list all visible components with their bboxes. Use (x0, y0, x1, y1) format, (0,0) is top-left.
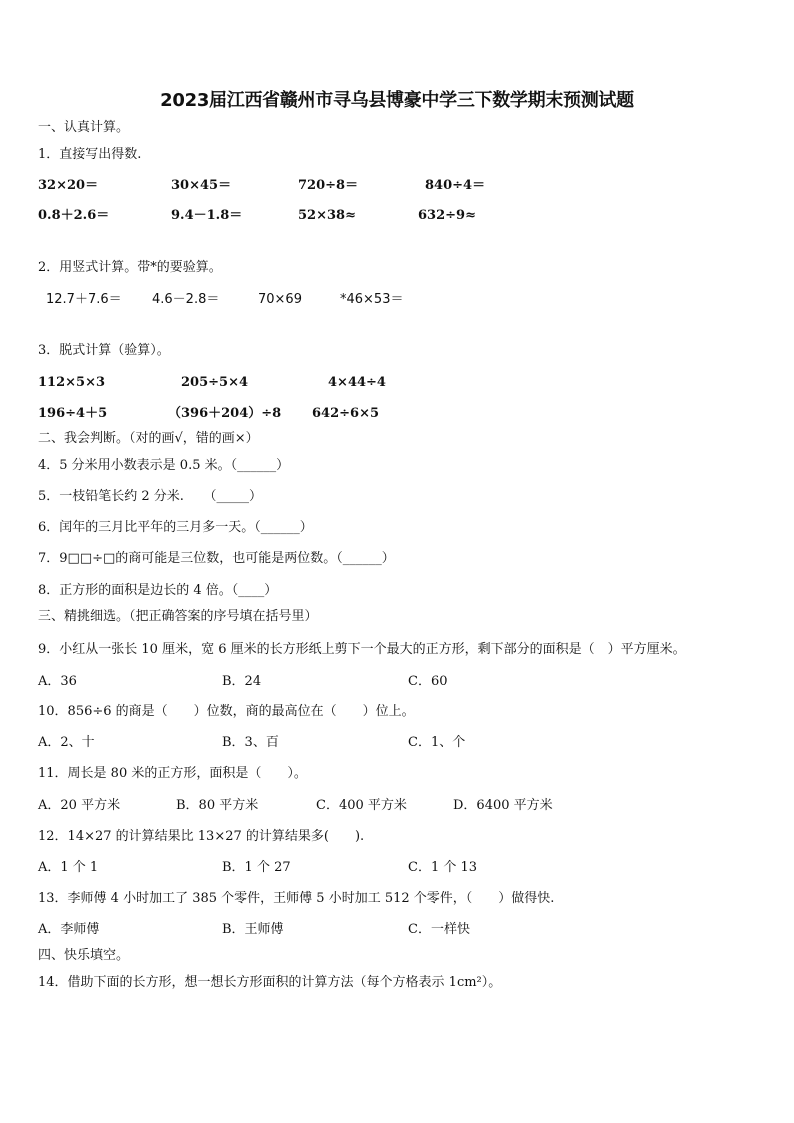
calc-item: 4×44÷4 (328, 375, 386, 390)
option-a: A．2、十 (38, 735, 95, 750)
calc-item: 642÷6×5 (312, 406, 380, 421)
question-13-options (0, 921, 794, 939)
judge-item: 8．正方形的面积是边长的 4 倍。（____） (38, 583, 278, 598)
question-12-options (0, 859, 794, 877)
calc-item: 112×5×3 (38, 375, 106, 390)
option-a: A．李师傅 (38, 922, 100, 937)
question-9-options (0, 673, 794, 691)
question-1-row-2 (0, 207, 794, 225)
option-c: C．1、个 (408, 735, 466, 750)
calc-item: 840÷4＝ (425, 178, 486, 193)
section-3-heading: 三、精挑细选。（把正确答案的序号填在括号里） (38, 609, 318, 624)
question-3-row-1 (0, 374, 794, 392)
option-a: A．36 (38, 674, 77, 689)
option-d: D．6400 平方米 (453, 798, 553, 813)
question-13-stem: 13．李师傅 4 小时加工了 385 个零件，王师傅 5 小时加工 512 个零件，（ ）做得快. (38, 891, 555, 906)
calc-item: 32×20＝ (38, 178, 99, 193)
option-b: B．1 个 27 (222, 860, 291, 875)
option-b: B．24 (222, 674, 262, 689)
calc-item: 52×38≈ (298, 208, 356, 223)
calc-item: 4.6－2.8＝ (152, 292, 220, 307)
question-11-stem: 11．周长是 80 米的正方形，面积是（ ）。 (38, 766, 307, 781)
option-b: B．3、百 (222, 735, 279, 750)
option-c: C．400 平方米 (316, 798, 407, 813)
calc-item: 9.4－1.8＝ (171, 208, 243, 223)
question-14-stem: 14．借助下面的长方形，想一想长方形面积的计算方法（每个方格表示 1cm²）。 (38, 975, 502, 990)
question-9-stem: 9．小红从一张长 10 厘米，宽 6 厘米的长方形纸上剪下一个最大的正方形，剩下部分的面积是（ ）平方厘米。 (38, 642, 686, 657)
page-title: 2023届江西省赣州市寻乌县博豪中学三下数学期末预测试题 (160, 90, 634, 111)
judge-item: 4．5 分米用小数表示是 0.5 米。（______） (38, 458, 290, 473)
option-b: B．王师傅 (222, 922, 284, 937)
option-c: C．一样快 (408, 922, 470, 937)
calc-item: （396＋204）÷8 (168, 406, 282, 421)
section-2-heading: 二、我会判断。（对的画√，错的画×） (38, 431, 259, 446)
option-c: C．1 个 13 (408, 860, 478, 875)
question-3-stem: 3．脱式计算（验算）。 (38, 343, 170, 358)
question-2-stem: 2．用竖式计算。带*的要验算。 (38, 260, 222, 275)
question-12-stem: 12．14×27 的计算结果比 13×27 的计算结果多( ). (38, 829, 365, 844)
section-1-heading: 一、认真计算。 (38, 120, 130, 135)
calc-item: 12.7＋7.6＝ (46, 292, 122, 307)
judge-item: 6．闰年的三月比平年的三月多一天。（______） (38, 520, 313, 535)
question-1-stem: 1．直接写出得数. (38, 147, 142, 162)
calc-item: 632÷9≈ (418, 208, 476, 223)
question-10-options (0, 734, 794, 752)
question-3-row-2 (0, 405, 794, 423)
calc-item: 196÷4＋5 (38, 406, 108, 421)
question-2-items (0, 291, 794, 309)
option-b: B．80 平方米 (176, 798, 259, 813)
question-1-row-1 (0, 177, 794, 195)
option-c: C．60 (408, 674, 448, 689)
option-a: A．20 平方米 (38, 798, 121, 813)
question-10-stem: 10．856÷6 的商是（ ）位数，商的最高位在（ ）位上。 (38, 704, 415, 719)
question-11-options (0, 797, 794, 815)
calc-item: 0.8＋2.6＝ (38, 208, 110, 223)
judge-item: 5．一枝铅笔长约 2 分米. （_____） (38, 489, 262, 504)
judge-item: 7．9□□÷□的商可能是三位数，也可能是两位数。（______） (38, 551, 395, 566)
section-4-heading: 四、快乐填空。 (38, 948, 130, 963)
calc-item: 720÷8＝ (298, 178, 359, 193)
calc-item: 70×69 (258, 292, 302, 307)
calc-item: *46×53＝ (340, 292, 404, 307)
option-a: A．1 个 1 (38, 860, 99, 875)
calc-item: 205÷5×4 (181, 375, 249, 390)
calc-item: 30×45＝ (171, 178, 232, 193)
